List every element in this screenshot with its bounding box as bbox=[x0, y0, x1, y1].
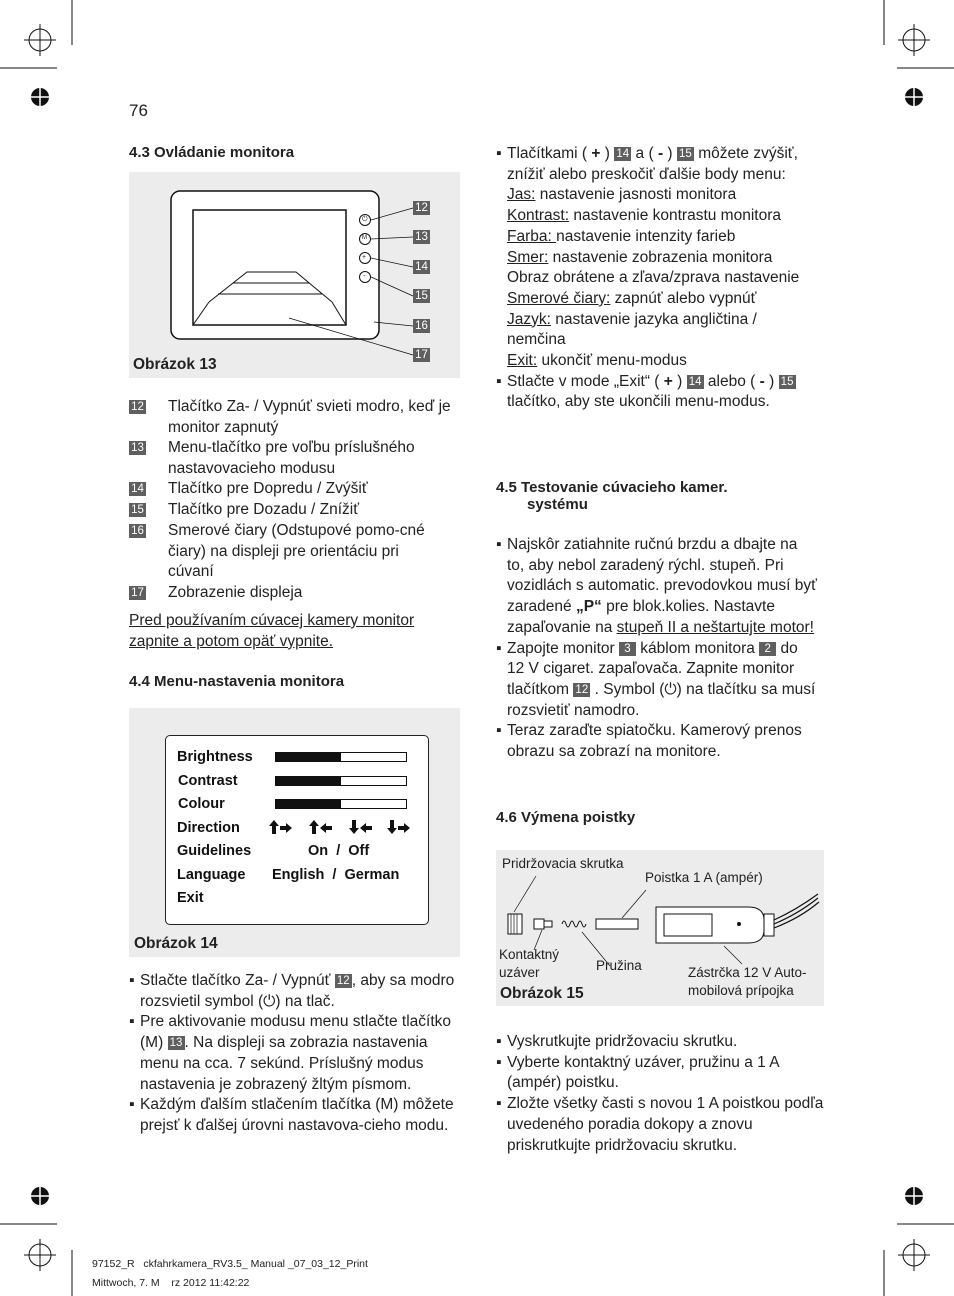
contrast-bar bbox=[275, 776, 407, 786]
plus-button-glyph: + bbox=[362, 254, 367, 261]
list-item: ▪ Stlačte v mode „Exit“ ( + ) 14 alebo ( - ) 15 tlačítko, aby ste ukončili menu-modus. bbox=[507, 372, 807, 413]
menu-button-glyph: M bbox=[362, 235, 367, 241]
parts-list: 12 Tlačítko Za- / Vypnúť svieti modro, keď je monitor zapnutý 13 Menu-tlačítko pre voľbu príslušného nastavovacieho modusu 14 Tlačítko pre Dopredu / Zvýšiť 15 Tlačítko pre Dozadu / Znížiť 16 Smerové čiary (Odstupové pomo-cné čiary) na displeji pre orientáciu pri cúvaní 17 Zobrazenie displeja bbox=[129, 397, 464, 607]
colour-bar bbox=[275, 799, 407, 809]
figure-14 bbox=[129, 708, 460, 957]
list-item: ▪ Zložte všetky časti s novou 1 A poistkou podľa uvedeného poradia dokopy a znovu priskrutkujte pridržovaciu skrutku. bbox=[496, 1095, 824, 1154]
footer-file-info: 97152_R ckfahrkamera_RV3.5_ Manual _07_03_12_Print bbox=[92, 1258, 368, 1270]
direction-up-right-icon bbox=[269, 820, 292, 834]
brightness-bar bbox=[275, 752, 407, 762]
section-4-3-heading: 4.3 Ovládanie monitora bbox=[129, 144, 295, 161]
list-item: ▪ Vyberte kontaktný uzáver, pružinu a 1 A (ampér) poistku. bbox=[496, 1053, 779, 1092]
callout-16: 16 bbox=[413, 319, 430, 333]
label-plug: Zástrčka 12 V Auto- mobilová prípojka bbox=[688, 965, 807, 998]
figure-13 bbox=[129, 172, 460, 378]
power-button-glyph: ⏻ bbox=[362, 216, 368, 223]
osd-menu bbox=[165, 735, 429, 925]
osd-colour-label: Colour bbox=[178, 796, 225, 812]
test-instructions bbox=[496, 535, 817, 763]
osd-language-value: English / German bbox=[272, 867, 400, 883]
callout-14: 14 bbox=[413, 260, 430, 274]
osd-guidelines-label: Guidelines bbox=[177, 843, 252, 859]
menu-navigation-text bbox=[496, 144, 827, 413]
figure-15-caption: Obrázok 15 bbox=[500, 985, 584, 1002]
list-item: ▪ Tlačítkami ( + ) 14 a ( - ) 15 môžete zvýšiť, znížiť alebo preskočiť ďalšie body menu: bbox=[496, 145, 798, 183]
menu-item-smer: Smer: nastavenie zobrazenia monitora Obraz obrátene a zľava/zprava nastavenie bbox=[507, 248, 800, 287]
osd-guidelines-value: On / Off bbox=[308, 843, 370, 859]
label-fuse: Poistka 1 A (ampér) bbox=[645, 870, 763, 885]
menu-item-jas: Jas: nastavenie jasnosti monitora bbox=[507, 186, 737, 204]
minus-button-glyph: - bbox=[363, 273, 366, 280]
list-item: ▪ Pre aktivovanie modusu menu stlačte tlačítko (M) 13 . Na displeji sa zobrazia nastavenia menu na cca. 7 sekúnd. Príslušný modus nastavenia je zobrazený žltým písmom. bbox=[129, 1013, 452, 1093]
usage-note: Pred používaním cúvacej kamery monitor zapnite a potom opäť vypnite. bbox=[129, 612, 415, 650]
menu-instructions bbox=[129, 971, 460, 1137]
osd-brightness-label: Brightness bbox=[177, 749, 253, 765]
list-item: ▪ Vyskrutkujte pridržovaciu skrutku. bbox=[496, 1033, 738, 1050]
callout-15: 15 bbox=[413, 289, 430, 303]
menu-item-exit: Exit: ukončiť menu-modus bbox=[507, 352, 687, 370]
figure-15 bbox=[496, 850, 824, 1006]
section-4-6-heading: 4.6 Výmena poistky bbox=[496, 809, 636, 826]
menu-item-farba: Farba: nastavenie intenzity farieb bbox=[507, 227, 736, 245]
menu-item-jazyk: Jazyk: nastavenie jazyka angličtina / nemčina bbox=[507, 310, 757, 349]
callout-17: 17 bbox=[413, 348, 430, 362]
section-4-5-heading: 4.5 Testovanie cúvacieho kamer. systému bbox=[496, 479, 728, 513]
callout-13: 13 bbox=[413, 230, 430, 244]
menu-item-kontrast: Kontrast: nastavenie kontrastu monitora bbox=[507, 207, 781, 225]
fuse-instructions bbox=[496, 1032, 825, 1156]
page-number: 76 bbox=[129, 101, 148, 120]
monitor-diagram bbox=[129, 172, 460, 378]
menu-item-smerove-ciary: Smerové čiary: zapnúť alebo vypnúť bbox=[507, 289, 757, 307]
figure-13-caption: Obrázok 13 bbox=[133, 356, 217, 373]
callout-12: 12 bbox=[413, 201, 430, 215]
direction-down-left-icon bbox=[349, 820, 372, 834]
label-contact-cap: Kontaktný uzáver bbox=[499, 947, 560, 980]
osd-contrast-label: Contrast bbox=[178, 773, 238, 789]
list-item: ▪ Stlačte tlačítko Za- / Vypnúť 12 , aby sa modro rozsvietil symbol (⏻) na tlač. bbox=[129, 972, 455, 1010]
list-item: ▪ Najskôr zatiahnite ručnú brzdu a dbajte na to, aby nebol zaradený rýchl. stupeň. Pri vozidlách s automatic. prevodovkou musí byť zaradené „P“ pre blok.kolies. Nastavte zapaľovanie na stupeň II a neštartujte motor! bbox=[496, 536, 817, 636]
figure-14-caption: Obrázok 14 bbox=[134, 935, 218, 952]
direction-down-right-icon bbox=[387, 820, 410, 834]
list-item: ▪ Teraz zaraďte spiatočku. Kamerový prenos obrazu sa zobrazí na monitore. bbox=[496, 722, 802, 761]
osd-exit-label: Exit bbox=[177, 890, 204, 906]
label-holding-screw: Pridržovacia skrutka bbox=[502, 856, 624, 871]
direction-up-left-icon bbox=[309, 820, 332, 834]
osd-direction-label: Direction bbox=[177, 820, 240, 836]
direction-arrows bbox=[268, 818, 418, 838]
osd-language-label: Language bbox=[177, 867, 246, 883]
label-spring: Pružina bbox=[596, 958, 642, 973]
footer-date: Mittwoch, 7. M rz 2012 11:42:22 bbox=[92, 1277, 250, 1289]
list-item: ▪ Každým ďalším stlačením tlačítka (M) môžete prejsť k ďalšej úrovni nastavova-cieho modu. bbox=[129, 1096, 454, 1134]
section-4-4-heading: 4.4 Menu-nastavenia monitora bbox=[129, 673, 345, 690]
list-item: ▪ Zapojte monitor 3 káblom monitora 2 do 12 V cigaret. zapaľovača. Zapnite monitor tlačítkom 12 . Symbol (⏻) na tlačítku sa musí rozsvietiť namodro. bbox=[496, 639, 816, 719]
